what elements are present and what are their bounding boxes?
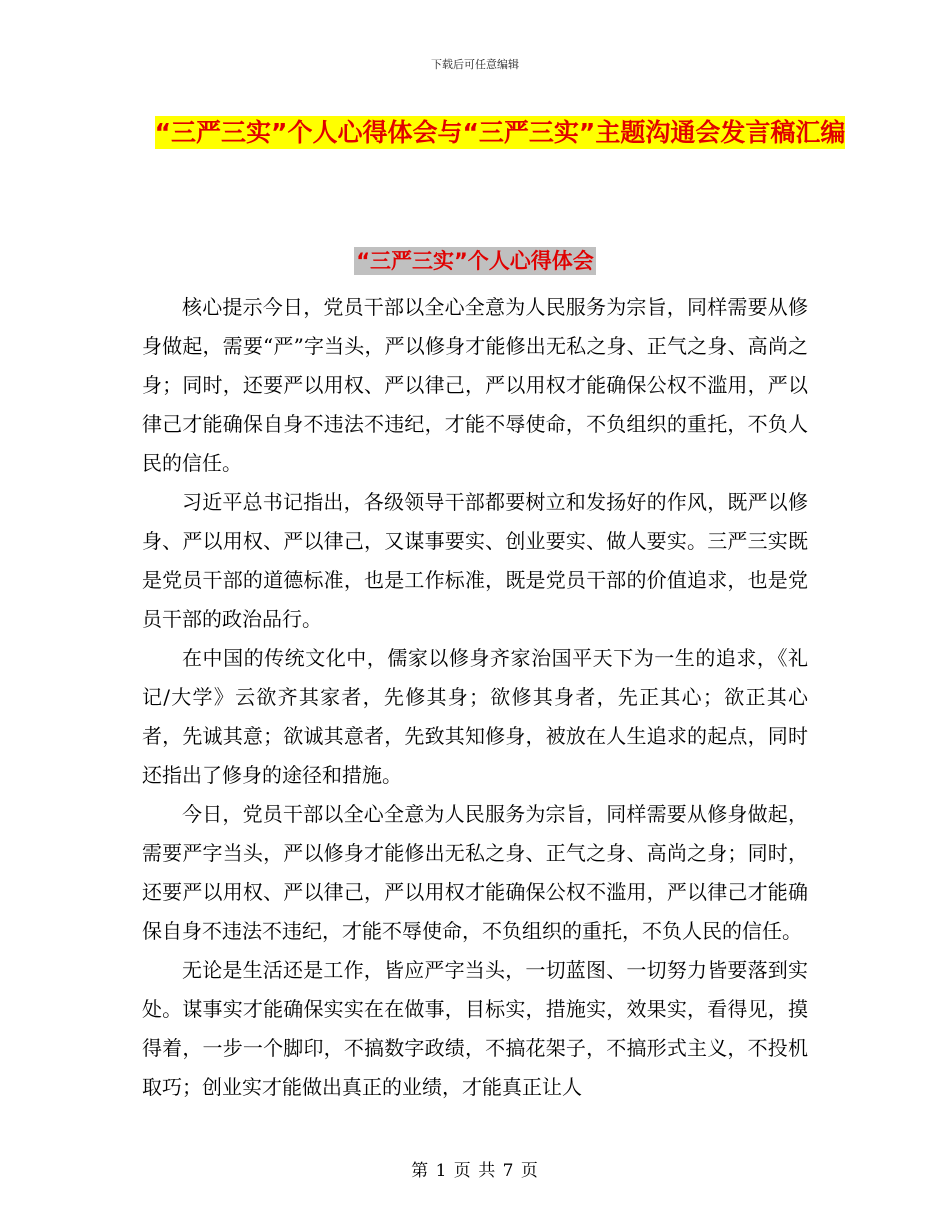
page-footer: 第 1 页 共 7 页: [411, 1161, 539, 1181]
section-title: [0, 246, 950, 276]
body-text: [142, 288, 808, 1107]
document-title-text: “三严三实”个人心得体会与“三严三实”主题沟通会发言稿汇编: [154, 118, 846, 147]
document-title: [150, 112, 850, 154]
section-title-text: “三严三实”个人心得体会: [356, 249, 594, 273]
paragraph: 在中国的传统文化中，儒家以修身齐家治国平天下为一生的追求，《礼记/大学》云欲齐其家者，先修其身；欲修其身者，先正其心；欲正其心者，先诚其意；欲诚其意者，先致其知修身，被放在人生追求的起点，同时还指出了修身的途径和措施。: [142, 646, 808, 787]
header-note: 下载后可任意编辑: [431, 58, 519, 71]
paragraph: 今日，党员干部以全心全意为人民服务为宗旨，同样需要从修身做起，需要严字当头，严以修身才能修出无私之身、正气之身、高尚之身；同时，还要严以用权、严以律己，严以用权才能确保公权不滥用，严以律己才能确保自身不违法不违纪，才能不辱使命，不负组织的重托，不负人民的信任。: [142, 802, 808, 943]
paragraph: 无论是生活还是工作，皆应严字当头，一切蓝图、一切努力皆要落到实处。谋事实才能确保实实在在做事，目标实，措施实，效果实，看得见，摸得着，一步一个脚印，不搞数字政绩，不搞花架子，不搞形式主义，不投机取巧；创业实才能做出真正的业绩，才能真正让人: [142, 958, 808, 1099]
paragraph: 习近平总书记指出，各级领导干部都要树立和发扬好的作风，既严以修身、严以用权、严以律己，又谋事要实、创业要实、做人要实。三严三实既是党员干部的道德标准，也是工作标准，既是党员干部的价值追求，也是党员干部的政治品行。: [142, 490, 808, 631]
paragraph: 核心提示今日，党员干部以全心全意为人民服务为宗旨，同样需要从修身做起，需要“严”字当头，严以修身才能修出无私之身、正气之身、高尚之身；同时，还要严以用权、严以律己，严以用权才能确保公权不滥用，严以律己才能确保自身不违法不违纪，才能不辱使命，不负组织的重托，不负人民的信任。: [142, 295, 808, 475]
